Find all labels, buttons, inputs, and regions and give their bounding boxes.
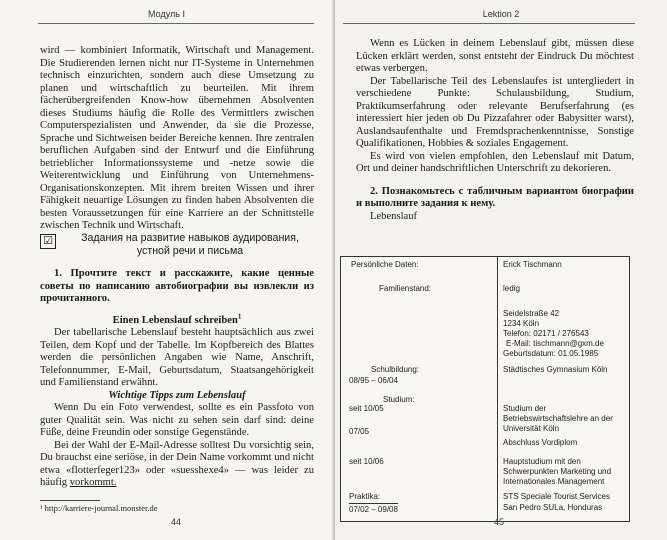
cv-study-since: seit 10/05 [349,404,384,413]
exercise-2: 2. Познакомьтесь с табличным вариантом биографии и выполните задания к нему. [356,185,634,209]
paragraph-4-underlined: vorkommt. [69,477,117,488]
footnote: ¹ http://karriere-journal.monster.de [40,503,158,513]
cv-family-label: Familienstand: [379,284,432,293]
cv-address-line: Geburtsdatum: 01.05.1985 [503,349,599,358]
heading-main-text: Einen Lebenslauf schreiben [112,314,238,326]
cv-internship-dates: 07/02 – 09/08 [349,505,398,514]
paragraph-4 [40,440,314,490]
left-body-bottom [40,268,314,490]
cv-main-study-value: Hauptstudium mit den Schwerpunkten Marketing und Internationales Management [503,457,612,486]
cv-degree-value: Abschluss Vordiplom [503,438,578,447]
cv-internship-value-2: San Pedro SULa, Honduras [503,503,603,512]
cv-school-label: Schulbildung: [371,365,420,374]
cv-title: Lebenslauf [370,210,418,222]
left-header-rule [38,23,314,24]
footnote-rule [40,500,100,501]
cv-study-label: Studium: [383,395,415,404]
left-page-number: 44 [171,517,182,527]
left-running-head: Модуль I [148,9,185,19]
cv-address-line: Seidelstraße 42 [503,309,560,318]
right-header-rule [343,23,635,24]
cv-address-line: Telefon: 02171 / 276543 [503,329,589,338]
task-title-line2: устной речи и письма [136,245,244,257]
cv-address [503,309,627,359]
heading-footnote-mark: 1 [237,311,242,320]
right-paragraph-3: Es wird von vielen empfohlen, den Lebenslauf mit Datum, Ort und deiner handschriftlichen Unterschrift zu dekorieren. [356,150,634,174]
left-body-top [40,45,314,233]
cv-date-0705: 07/05 [349,427,370,436]
cv-address-line: 1234 Köln [503,319,540,328]
exercise-1: 1. Прочтите текст и расскажите, какие ценные советы по написанию автобиографии вы извлекли из прочитанного. [40,268,314,304]
right-running-head: Lektion 2 [482,9,520,19]
cv-column-divider [497,257,498,521]
right-paragraph-2: Der Tabellarische Teil des Lebenslaufes ist untergliedert in verschiedene Punkte: Schulausbildung, Studium, Praktikumserfahrung oder relevante Berufserfahrung (es interessiert hier jeden ob Du Pizzafahrer oder Babysitter warst), Auslandsaufenthalte und Fremdsprachenkenntnisse, Sonstige Qualifikationen, Hobbies & soziales Engagement. [356,75,634,149]
task-title-line1: Задания на развитие навыков аудирования, [81,232,299,244]
cv-name: Erick Tischmann [503,260,562,269]
cv-school-dates: 08/95 – 06/04 [349,376,398,385]
right-body [356,38,634,223]
left-page [0,0,333,540]
cv-address-line: E-Mail: tischmann@gxm.de [506,339,604,348]
heading-main [40,311,314,328]
cv-family-value: ledig [503,284,520,293]
cv-internship-label: Praktika: [349,492,381,501]
subheading: Wichtige Tipps zum Lebenslauf [108,389,246,401]
paragraph-4-start: Bei der Wahl der E-Mail-Adresse solltest Du vorsichtig sein, Du brauchst eine seriöse, in der Dein Name vorkommt und nicht etwa «flotterfeger123» oder «suesshexe4» — was leider zu häufig [40,439,314,488]
task-title [70,232,310,258]
cv-personal-label: Persönliche Daten: [351,260,419,269]
paragraph-top: wird — kombiniert Informatik, Wirtschaft und Management. Die Studierenden lernen nicht nur IT-Systeme in Unternehmen technisch einzurichten, sondern auch diese Umsetzung zu planen und wirtschaftlich zu beurteilen. Mit ihrem fächerübergreifenden Know-how übernehmen Absolventen dieses Studiums häufig die Rolle des Vermittlers zwischen Computerspezialisten und Anwender, da sie die Prozesse, Sprache und Sichtweisen beider Bereiche kennen. Ihre zentralen beruflichen Aufgaben sind der Entwurf und die Einführung betrieblicher Informationssysteme und -netze sowie die Weiterentwicklung und Einführung von Unternehmens-Organisationskonzepten. Mit ihrem breiten Wissen und ihrer Fähigkeit neuartige Lösungen zu finden haben Absolventen die besten Voraussetzungen für eine Karriere an der Schnittstelle zwischen Technik und Wirtschaft. [40,45,314,231]
right-paragraph-1: Wenn es Lücken in deinem Lebenslauf gibt, müssen diese Lücken erklärt werden, sonst entsteht der Eindruck Du möchtest etwas verbergen. [356,38,634,74]
paragraph-3: Wenn Du ein Foto verwendest, sollte es ein Passfoto von guter Qualität sein. Was nicht zu sehen sein darf sind: deine Füße, deine Freundin oder sonstige Gegenstände. [40,402,314,438]
paragraph-2: Der tabellarische Lebenslauf besteht hauptsächlich aus zwei Teilen, dem Kopf und der Tabelle. Im Kopfbereich des Blattes werden die persönlichen Angaben wie Name, Anschrift, Telefonnummer, E-Mail, Geburtsdatum, Staatsangehörigkeit und Familienstand erwähnt. [40,327,314,388]
cv-school-value: Städtisches Gymnasium Köln [503,365,608,374]
cv-study-value: Studium der Betriebswirtschaftslehre an der Universität Köln [503,404,613,433]
checkbox-icon: ☑ [40,234,56,249]
cv-internship-value-1: STS Speciale Tourist Services [503,492,611,501]
cv-table [340,256,630,522]
cv-since-1006: seit 10/06 [349,457,384,466]
right-page-number: 45 [494,517,505,527]
